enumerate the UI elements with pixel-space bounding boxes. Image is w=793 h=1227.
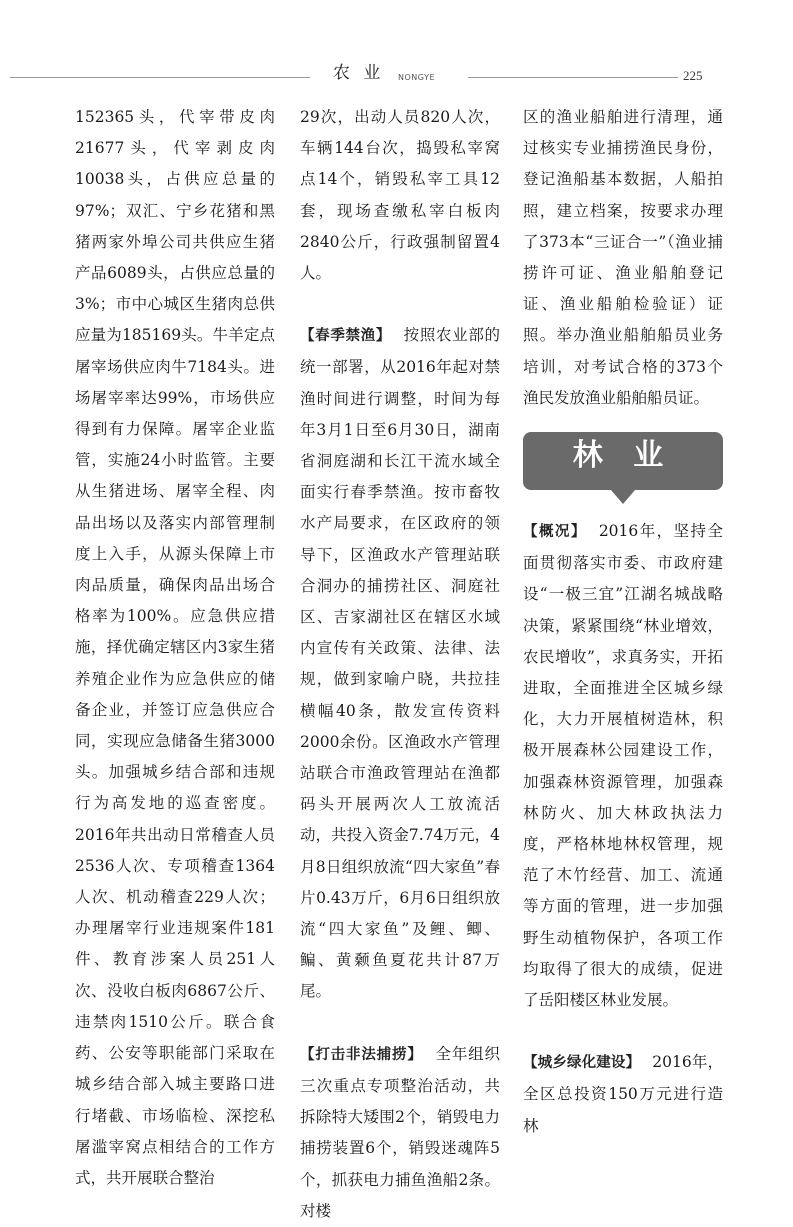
header-rule-right [468, 77, 678, 78]
page-number: 225 [683, 68, 703, 83]
section-paragraph-greening [523, 1047, 723, 1142]
body-paragraph: 152365头，代宰带皮肉21677头，代宰剥皮肉10038头，占供应总量的97%；双汇、宁乡花猪和黑猪两家外埠公司共供应生猪产品6089头，占供应总量的3%；市中心城区生猪肉总供应量为185169头。牛羊定点屠宰场供应肉牛7184头。进场屠宰率达99%，市场供应得到有力保障。屠宰企业监管，实施24小时监管。主要从生猪进场、屠宰全程、肉品出场以及落实内部管理制度上入手，从源头保障上市肉品质量，确保肉品出场合格率为100%。应急供应措施，择优确定辖区内3家生猪养殖企业作为应急供应的储备企业，并签订应急供应合同，实现应急储备生猪3000头。加强城乡结合部和违规行为高发地的巡查密度。2016年共出动日常稽查人员2536人次、专项稽查1364人次、机动稽查229人次；办理屠宰行业违规案件181件、教育涉案人员251人次、没收白板肉6867公斤、违禁肉1510公斤。联合食药、公安等职能部门采取在城乡结合部入城主要路口进行堵截、市场临检、深挖私屠滥宰窝点相结合的工作方式，共开展联合整治 [75, 108, 275, 1187]
section-heading: 【春季禁渔】 [300, 328, 391, 345]
section-paragraph-overview [523, 516, 723, 1016]
section-paragraph-illegal-fishing [300, 1039, 500, 1227]
column-3 [523, 102, 723, 1142]
body-text: 2016年，坚持全面贯彻落实市委、市政府建设“一极三宜”江湖名城战略决策，紧紧围绕“林业增效，农民增收”，求真务实，开拓进取，全面推进全区城乡绿化，大力开展植树造林，积极开展森林公园建设工作，加强森林资源管理，加强森林防火、加大林政执法力度，严格林地林权管理，规范了木竹经营、加工、流通等方面的管理，进一步加强野生动植物保护，各项工作均取得了很大的成绩，促进了岳阳楼区林业发展。 [523, 522, 724, 1010]
running-head-subtitle: NONGYE [398, 73, 436, 82]
body-text: 全年组织三次重点专项整治活动，共拆除特大矮围2个，销毁电力捕捞装置6个，销毁迷魂阵5个，抓获电力捕鱼渔船2条。对楼 [300, 1044, 500, 1220]
section-banner-title: 林 业 [572, 438, 674, 474]
body-text: 按照农业部的统一部署，从2016年起对禁渔时间进行调整，时间为每年3月1日至6月30日，湖南省洞庭湖和长江干流水域全面实行春季禁渔。按市畜牧水产局要求，在区政府的领导下，区渔政水产管理站联合洞办的捕捞社区、洞庭社区、吉家湖社区在辖区水域内宣传有关政策、法律、法规，做到家喻户晓，共拉挂横幅40条，散发宣传资料2000余份。区渔政水产管理站联合市渔政管理站在渔都码头开展两次人工放流活动，共投入资金7.74万元，4月8日组织放流“四大家鱼”春片0.43万斤，6月6日组织放流“四大家鱼”及鲤、鲫、鳊、黄颡鱼夏花共计87万尾。 [300, 326, 500, 1001]
section-heading: 【城乡绿化建设】 [523, 1055, 641, 1072]
body-text: 2016年，全区总投资150万元进行造林 [523, 1053, 724, 1135]
section-banner [523, 432, 723, 490]
column-1 [75, 102, 275, 1194]
section-paragraph-spring-fishing-ban [300, 320, 500, 1007]
body-paragraph: 区的渔业船舶进行清理，通过核实专业捕捞渔民身份，登记渔船基本数据，人船拍照，建立档案，按要求办理了373本“三证合一”（渔业捕捞许可证、渔业船舶登记证、渔业船舶检验证）证照。举办渔业船舶船员业务培训，对考试合格的373个渔民发放渔业船舶船员证。 [523, 108, 723, 407]
running-head-title: 农 业 [333, 63, 385, 83]
section-heading: 【概况】 [523, 524, 587, 541]
body-paragraph: 29次，出动人员820人次，车辆144台次，捣毁私宰窝点14个，销毁私宰工具12套，现场查缴私宰白板肉2840公斤，行政强制留置4人。 [300, 108, 500, 283]
header-rule-left [10, 77, 310, 78]
column-2 [300, 102, 500, 1227]
section-heading: 【打击非法捕捞】 [300, 1046, 423, 1063]
